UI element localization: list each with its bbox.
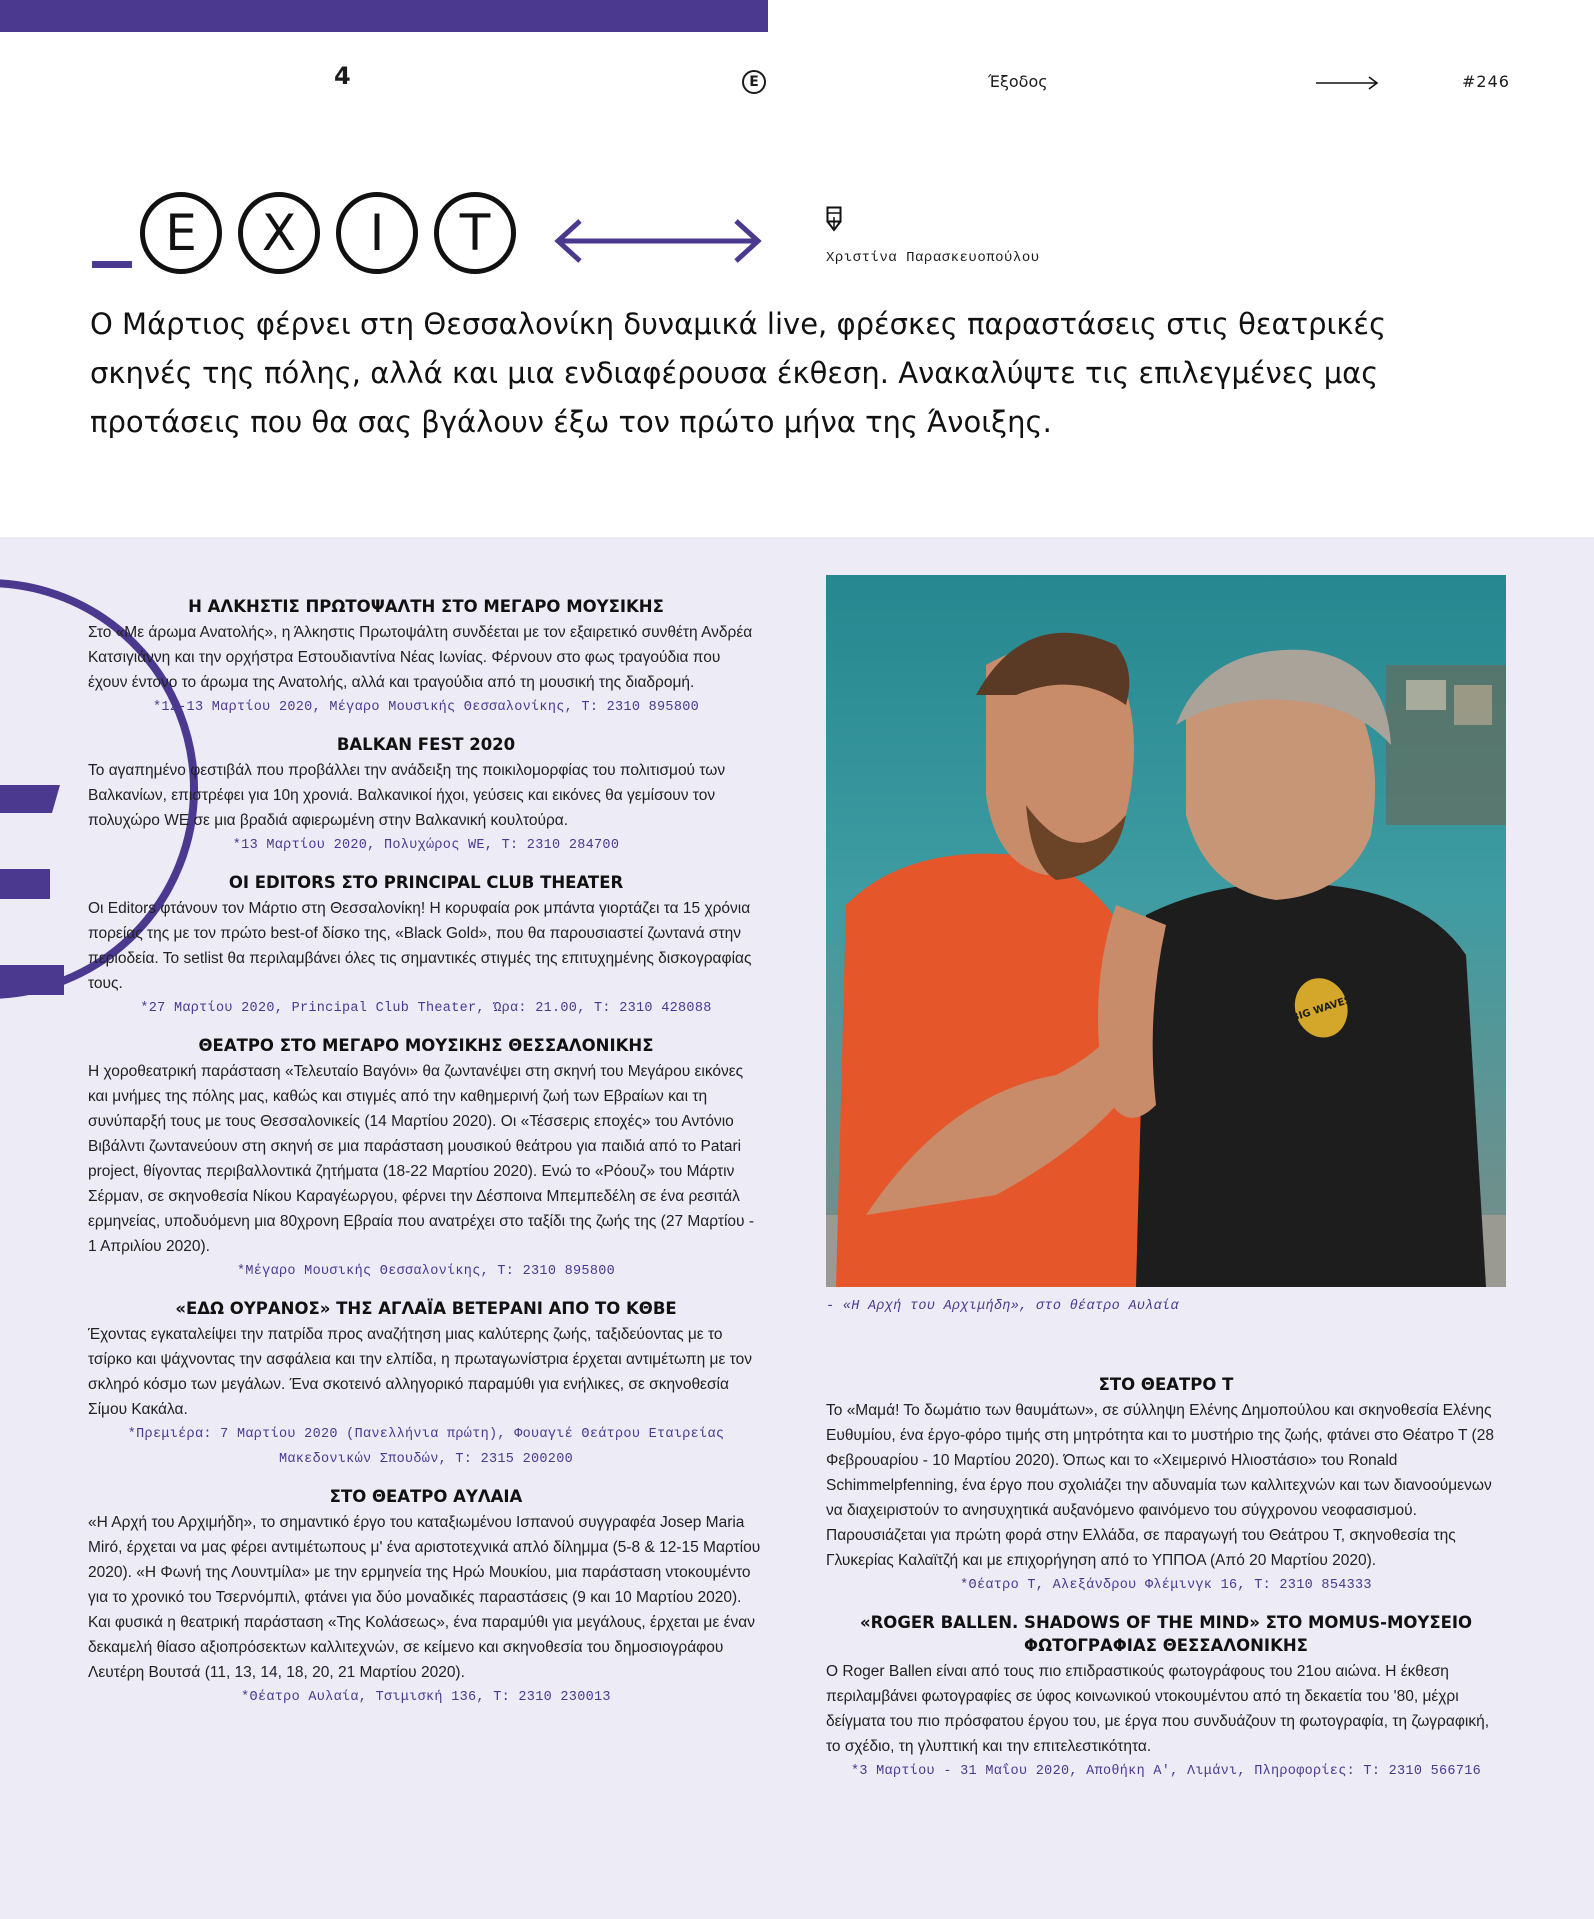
- event-info: *27 Μαρτίου 2020, Principal Club Theater, Ώρα: 21.00, Τ: 2310 428088: [140, 1001, 712, 1016]
- shirt-logo: BIG WAVES: [1290, 994, 1354, 1025]
- event-title: ΘΕΑΤΡΟ ΣΤΟ ΜΕΓΑΡΟ ΜΟΥΣΙΚΗΣ ΘΕΣΣΑΛΟΝΙΚΗΣ: [198, 1036, 654, 1055]
- photo-illustration: [826, 575, 1506, 1287]
- author-byline: Χριστίνα Παρασκευοπούλου: [826, 250, 1040, 266]
- exit-logo: [92, 192, 532, 274]
- event-title: «ROGER BALLEN. SHADOWS OF THE MIND» ΣΤΟ MOMUS-ΜΟΥΣΕΙΟ ΦΩΤΟΓΡΑΦΙΑΣ ΘΕΣΣΑΛΟΝΙΚΗΣ: [859, 1613, 1473, 1655]
- section-name: Έξοδος: [988, 72, 1048, 91]
- logo-letter-x: X: [238, 192, 320, 274]
- event-body: Το αγαπημένο φεστιβάλ που προβάλλει την ανάδειξη της ποικιλομορφίας του πολιτισμού των Βαλκανίων, επιστρέφει για 10η χρονιά. Βαλκανικοί ήχοι, γεύσεις και εικόνες θα γεμίσουν τον πολυχώρο WE σε μια βραδιά αφιερωμένη στην Βαλκανική κουλτούρα.: [88, 762, 726, 829]
- event-info: *13 Μαρτίου 2020, Πολυχώρος WE, Τ: 2310 284700: [232, 838, 620, 853]
- arrow-right-icon: [1316, 74, 1380, 92]
- event-title: ΣΤΟ ΘΕΑΤΡΟ Τ: [1098, 1375, 1234, 1394]
- left-column: [88, 595, 764, 1723]
- event-item: [88, 1485, 764, 1710]
- lead-paragraph: Ο Μάρτιος φέρνει στη Θεσσαλονίκη δυναμικά live, φρέσκες παραστάσεις στις θεατρικές σκηνές της πόλης, αλλά και μια ενδιαφέρουσα έκθεση. Ανακαλύψτε τις επιλεγμένες μας προτάσεις που θα σας βγάλουν έξω τον πρώτο μήνα της Άνοιξης.: [90, 307, 1387, 439]
- content-panel: [0, 537, 1594, 1919]
- event-item: [88, 1297, 764, 1472]
- logo-underscore: [92, 261, 132, 268]
- event-title: OI EDITORS ΣΤΟ PRINCIPAL CLUB THEATER: [228, 873, 624, 892]
- event-title: Η ΑΛΚΗΣΤΙΣ ΠΡΩΤΟΨΑΛΤΗ ΣΤΟ ΜΕΓΑΡΟ ΜΟΥΣΙΚΗΣ: [188, 597, 664, 616]
- issue-number: #246: [1462, 72, 1510, 91]
- event-item: [88, 871, 764, 1021]
- event-info: *Θέατρο Αυλαία, Τσιμισκή 136, Τ: 2310 230013: [241, 1690, 611, 1705]
- event-info: *12-13 Μαρτίου 2020, Μέγαρο Μουσικής Θεσσαλονίκης, Τ: 2310 895800: [152, 700, 700, 715]
- event-body: Ο Roger Ballen είναι από τους πιο επιδραστικούς φωτογράφους του 21ου αιώνα. Η έκθεση περιλαμβάνει φωτογραφίες σε ύφος κοινωνικού ντοκουμέντου από τη δεκαετία του '80, μέχρι δείγματα του πιο πρόσφατου έργου του, με έργα που συνδυάζουν τη φωτογραφία, τη ζωγραφική, το σχέδιο, τη γλυπτική και την επιτελεστικότητα.: [826, 1663, 1490, 1755]
- double-arrow-icon: [552, 216, 764, 266]
- logo-letter-i: I: [336, 192, 418, 274]
- event-title: BALKAN FEST 2020: [336, 735, 516, 754]
- event-title: «ΕΔΩ ΟΥΡΑΝΟΣ» ΤΗΣ ΑΓΛΑΪΑ ΒΕΤΕΡΑΝΙ ΑΠΟ ΤΟ ΚΘΒΕ: [175, 1299, 677, 1318]
- top-accent-bar: [0, 0, 768, 32]
- event-item: [826, 1373, 1506, 1598]
- page-number: 4: [334, 62, 351, 90]
- event-body: Έχοντας εγκαταλείψει την πατρίδα προς αναζήτηση μιας καλύτερης ζωής, ταξιδεύοντας με το τσίρκο και ψάχνοντας την ασφάλεια και την ελπίδα, η πρωταγωνίστρια έρχεται αντιμέτωπη με τον σκληρό κόσμο των μεγάλων. Ένα σκοτεινό αλληγορικό παραμύθι για ενήλικες, σε σκηνοθεσία Σίμου Κακάλα.: [88, 1326, 752, 1418]
- event-body: Οι Editors φτάνουν τον Μάρτιο στη Θεσσαλονίκη! Η κορυφαία ροκ μπάντα γιορτάζει τα 15 χρόνια πορείας της με τον πρώτο best-of δίσκο της, «Black Gold», που θα παρουσιαστεί ζωντανά στην περιοδεία. Το setlist θα περιλαμβάνει όλες τις σημαντικές στιγμές της επιτυχημένης δισκογραφίας τους.: [88, 900, 752, 992]
- logo-letter-t: T: [434, 192, 516, 274]
- pen-nib-icon: [826, 206, 842, 232]
- event-info: *Πρεμιέρα: 7 Μαρτίου 2020 (Πανελλήνια πρώτη), Φουαγιέ Θεάτρου Εταιρείας Μακεδονικών Σπουδών, Τ: 2315 200200: [127, 1427, 725, 1467]
- event-body: Η χοροθεατρική παράσταση «Τελευταίο Βαγόνι» θα ζωντανέψει στη σκηνή του Μεγάρου εικόνες και μνήμες της πόλης μας, καθώς και στιγμές από την καθημερινή ζωή των Εβραίων και τη συνύπαρξή τους με τους Θεσσαλονικείς (14 Μαρτίου 2020). Οι «Τέσσερις εποχές» του Αντόνιο Βιβάλντι ζωντανεύουν στη σκηνή σε μια παράσταση μουσικού θεάτρου για παιδιά από το Patari project, θίγοντας περιβαλλοντικά ζητήματα (18-22 Μαρτίου 2020). Ενώ το «Ρόουζ» του Μάρτιν Σέρμαν, σε σκηνοθεσία Νίκου Καραγέωργου, φέρνει την Δέσποινα Μπεμπεδέλη σε ένα ρεσιτάλ ερμηνείας, υποδυόμενη μια 80χρονη Εβραία που ανατρέχει στο ταξίδι της ζωής της (27 Μαρτίου - 1 Απριλίου 2020).: [88, 1063, 754, 1255]
- event-item: [88, 733, 764, 858]
- event-body: Το «Μαμά! Το δωμάτιο των θαυμάτων», σε σύλληψη Ελένης Δημοπούλου και σκηνοθεσία Ελένης Ευθυμίου, ένα έργο-φόρο τιμής στη μητρότητα και το μυστήριο της ζωής, φτάνει στο Θέατρο Τ (28 Φεβρουαρίου - 10 Μαρτίου 2020). Όπως και το «Χειμερινό Ηλιοστάσιο» του Ronald Schimmelpfenning, ένα έργο που σχολιάζει την αδυναμία των καλλιτεχνών και των διανοούμενων να διαχειριστούν το ανησυχητικά αυξανόμενο φαινόμενο του σύγχρονου νεοφασισμού. Παρουσιάζεται για πρώτη φορά στην Ελλάδα, σε παραγωγή του Θεάτρου Τ, σκηνοθεσία της Γλυκερίας Καλαϊτζή και με επιχορήγηση από το ΥΠΠΟΑ (Από 20 Μαρτίου 2020).: [826, 1402, 1494, 1569]
- event-item: [88, 595, 764, 720]
- photo-caption: - «Η Αρχή του Αρχιμήδη», στο θέατρο Αυλαία: [826, 1299, 1179, 1314]
- event-info: *3 Μαρτίου - 31 Μαΐου 2020, Αποθήκη Α', Λιμάνι, Πληροφορίες: Τ: 2310 566716: [850, 1764, 1482, 1779]
- event-info: *Θέατρο Τ, Αλεξάνδρου Φλέμινγκ 16, Τ: 2310 854333: [960, 1578, 1372, 1593]
- logo-letter-e: E: [140, 192, 222, 274]
- event-body: Στο «Με άρωμα Ανατολής», η Άλκηστις Πρωτοψάλτη συνδέεται με τον εξαιρετικό συνθέτη Ανδρέα Κατσιγιάννη και την ορχήστρα Εστουδιαντίνα Νέας Ιωνίας. Φέρνουν στο φως τραγούδια που έχουν έντονο το άρωμα της Ανατολής, αλλά και τραγούδια από τη μουσική της διαδρομή.: [88, 624, 753, 691]
- e-logo-icon: E: [742, 70, 766, 94]
- event-info: *Μέγαρο Μουσικής Θεσσαλονίκης, Τ: 2310 895800: [236, 1264, 616, 1279]
- event-item: [826, 1611, 1506, 1784]
- right-column: [826, 1373, 1506, 1797]
- event-title: ΣΤΟ ΘΕΑΤΡΟ ΑΥΛΑΙΑ: [329, 1487, 523, 1506]
- theater-photo: [826, 575, 1506, 1287]
- event-body: «Η Αρχή του Αρχιμήδη», το σημαντικό έργο του καταξιωμένου Ισπανού συγγραφέα Josep Maria Miró, έρχεται να μας φέρει αντιμέτωπους μ' ένα αριστοτεχνικά απλό δίλημμα (5-8 & 12-15 Μαρτίου 2020). «Η Φωνή της Λουντμίλα» με την ερμηνεία της Ηρώ Μουκίου, μια παράσταση ντοκουμέντο για το χρονικό του Τσερνόμπιλ, φτάνει για δύο μοναδικές παραστάσεις (9 και 10 Μαρτίου 2020). Και φυσικά η θεατρική παράσταση «Της Κολάσεως», ένα παραμύθι για μεγάλους, έρχεται με έναν δεκαμελή θίασο αξιοπρόσεκτων καλλιτεχνών, σε κείμενο και σκηνοθεσία του δημοσιογράφου Λευτέρη Βουτσά (11, 13, 14, 18, 20, 21 Μαρτίου 2020).: [88, 1514, 761, 1681]
- event-item: [88, 1034, 764, 1284]
